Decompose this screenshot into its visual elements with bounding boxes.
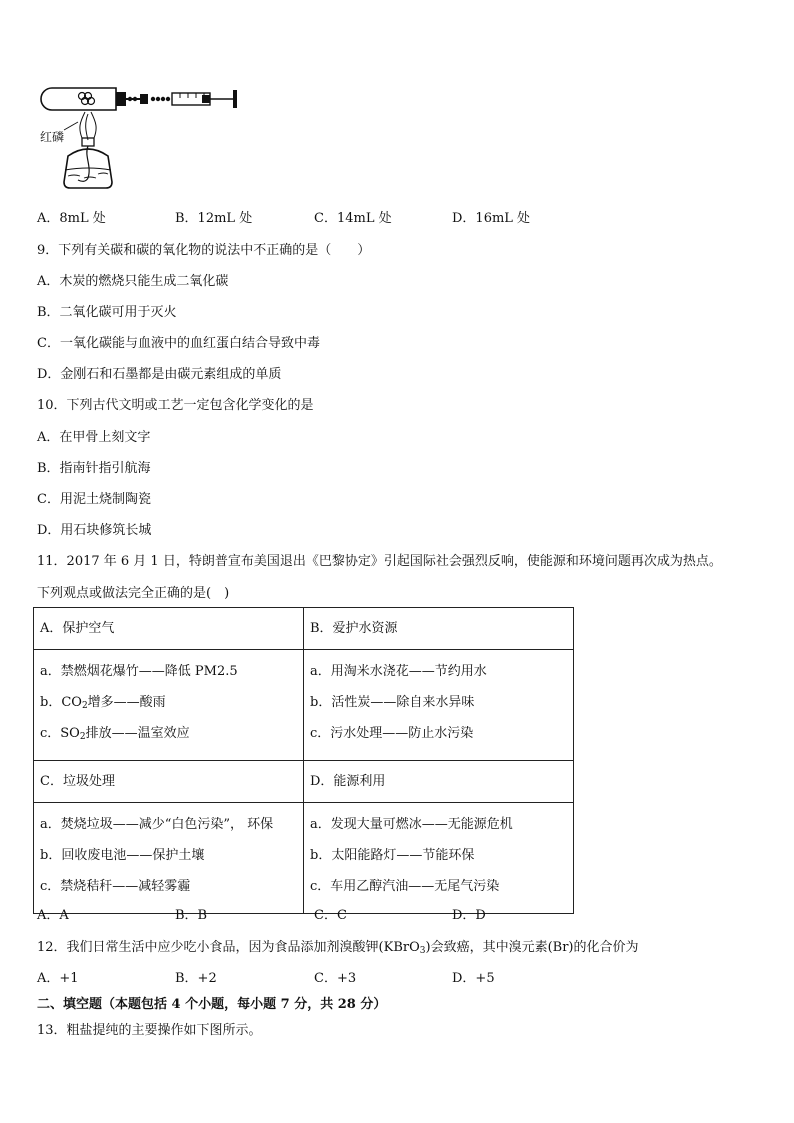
- b-item-3: c．污水处理——防止水污染: [310, 726, 474, 741]
- section-2-title: 二、填空题（本题包括 4 个小题，每小题 7 分，共 28 分）: [37, 997, 387, 1012]
- c-item-2: b．回收废电池——保护土壤: [40, 848, 205, 863]
- q12-option-c: C．+3: [314, 971, 357, 986]
- q10-option-d: D．用石块修筑长城: [37, 523, 152, 538]
- d-item-2: b．太阳能路灯——节能环保: [310, 848, 475, 863]
- a-item-2: b．$CO_2$增多——酸雨: [40, 695, 166, 711]
- q12-option-b: B．+2: [175, 971, 217, 986]
- q10-option-a: A．在甲骨上刻文字: [37, 430, 151, 445]
- q12-stem: 12．我们日常生活中应少吃小食品，因为食品添加剂溴酸钾(KBrO$_3$)会致癌，其中溴元素(Br)的化合价为: [37, 940, 639, 956]
- q12-option-a: A．+1: [37, 971, 79, 986]
- q9-option-a: A．木炭的燃烧只能生成二氧化碳: [37, 274, 229, 289]
- a-item-1: a．禁燃烟花爆竹——降低 PM2.5: [40, 664, 238, 679]
- q11-option-c: C．C: [314, 908, 347, 923]
- figure-label-red-phosphorus: 红磷: [40, 130, 65, 144]
- cell-d-title: D．能源利用: [304, 761, 574, 803]
- c-item-1: a．焚烧垃圾——减少“白色污染”， 环保: [40, 817, 274, 832]
- cell-c-body: [34, 803, 304, 914]
- q10-option-b: B．指南针指引航海: [37, 461, 151, 476]
- apparatus-figure: [38, 82, 243, 194]
- a-item-3: c．$SO_2$排放——温室效应: [40, 726, 190, 742]
- q9-option-c: C．一氧化碳能与血液中的血红蛋白结合导致中毒: [37, 336, 320, 351]
- q8-option-d: D．16mL 处: [452, 211, 531, 226]
- q9-option-b: B．二氧化碳可用于灭火: [37, 305, 177, 320]
- q11-options-table: [33, 607, 574, 914]
- d-item-3: c．车用乙醇汽油——无尾气污染: [310, 879, 500, 894]
- c-item-3: c．禁烧秸秆——减轻雾霾: [40, 879, 191, 894]
- cell-d-body: [304, 803, 574, 914]
- q10-stem: 10．下列古代文明或工艺一定包含化学变化的是: [37, 398, 314, 413]
- q11-stem-line2: 下列观点或做法完全正确的是( ): [37, 586, 230, 601]
- q11-option-a: A．A: [37, 908, 69, 923]
- cell-b-title: B．爱护水资源: [304, 608, 574, 650]
- q12-option-d: D．+5: [452, 971, 495, 986]
- cell-c-title: C．垃圾处理: [34, 761, 304, 803]
- q11-option-d: D．D: [452, 908, 486, 923]
- q8-option-b: B．12mL 处: [175, 211, 253, 226]
- cell-b-body: [304, 650, 574, 761]
- q9-option-d: D．金刚石和石墨都是由碳元素组成的单质: [37, 367, 282, 382]
- q9-stem: 9．下列有关碳和碳的氧化物的说法中不正确的是（ ）: [37, 243, 371, 258]
- q8-option-a: A．8mL 处: [37, 211, 106, 226]
- b-item-2: b．活性炭——除自来水异味: [310, 695, 475, 710]
- d-item-1: a．发现大量可燃冰——无能源危机: [310, 817, 513, 832]
- q13-stem: 13．粗盐提纯的主要操作如下图所示。: [37, 1023, 262, 1038]
- q8-option-c: C．14mL 处: [314, 211, 392, 226]
- q11-option-b: B．B: [175, 908, 208, 923]
- cell-a-title: A．保护空气: [34, 608, 304, 650]
- cell-a-body: [34, 650, 304, 761]
- q11-stem-line1: 11．2017 年 6 月 1 日，特朗普宣布美国退出《巴黎协定》引起国际社会强烈反响，使能源和环境问题再次成为热点。: [37, 554, 722, 569]
- q10-option-c: C．用泥土烧制陶瓷: [37, 492, 151, 507]
- b-item-1: a．用淘米水浇花——节约用水: [310, 664, 487, 679]
